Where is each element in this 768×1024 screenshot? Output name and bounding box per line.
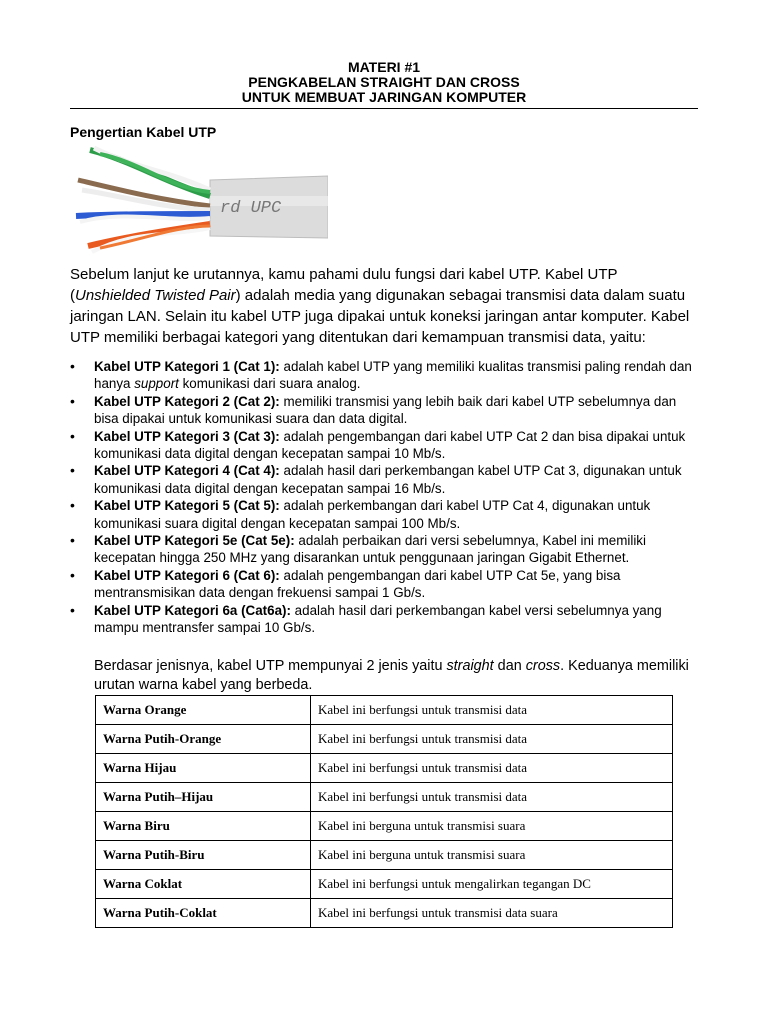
list-item: • Kabel UTP Kategori 5 (Cat 5): adalah perkembangan dari kabel UTP Cat 4, digunakan untuk komunikasi suara digital dengan kecepatan sampai 100 Mb/s. [70,497,651,531]
color-cell: Warna Putih-Coklat [96,899,311,928]
bullet-icon: • [70,566,75,583]
list-item: • Kabel UTP Kategori 1 (Cat 1): adalah kabel UTP yang memiliki kualitas transmisi paling rendah dan hanya support komunikasi dari suara analog. [70,358,692,392]
list-item: • Kabel UTP Kategori 6a (Cat6a): adalah hasil dari perkembangan kabel versi sebelumnya yang mampu mentransfer sampai 10 Gb/s. [70,601,662,636]
bullet-icon: • [70,358,75,374]
cable-type-paragraph: Berdasar jenisnya, kabel UTP mempunyai 2 jenis yaitu straight dan cross. Keduanya memiliki urutan warna kabel yang berbeda. [94,658,689,693]
color-cell: Warna Orange [96,696,311,725]
color-cell: Warna Putih–Hijau [96,783,311,812]
function-cell: Kabel ini berguna untuk transmisi suara [311,812,673,841]
cable-print-text: rd UPC [220,199,282,218]
section-title: Pengertian Kabel UTP [70,124,217,140]
bullet-icon: • [70,462,75,479]
table-row [96,783,673,812]
color-cell: Warna Biru [96,812,311,841]
list-item: • Kabel UTP Kategori 2 (Cat 2): memiliki transmisi yang lebih baik dari kabel UTP sebelumnya dan bisa dipakai untuk komunikasi suara dan data digital. [70,392,677,427]
wire-color-table [95,695,673,928]
header-title: PENGKABELAN STRAIGHT DAN CROSS [248,74,520,90]
table-row [96,725,673,754]
function-cell: Kabel ini berfungsi untuk transmisi data suara [311,899,673,928]
table-row [96,696,673,725]
list-item: • Kabel UTP Kategori 3 (Cat 3): adalah pengembangan dari kabel UTP Cat 2 dan bisa dipakai untuk komunikasi data digital dengan kecepatan sampai 10 Mb/s. [70,427,686,462]
function-cell: Kabel ini berfungsi untuk transmisi data [311,754,673,783]
header-subtitle: UNTUK MEMBUAT JARINGAN KOMPUTER [241,89,527,105]
table-row [96,841,673,870]
function-cell: Kabel ini berfungsi untuk mengalirkan tegangan DC [311,870,673,899]
bullet-icon: • [70,427,75,444]
header-divider [70,108,698,109]
intro-paragraph: Sebelum lanjut ke urutannya, kamu pahami dulu fungsi dari kabel UTP. Kabel UTP (Unshielded Twisted Pair) adalah media yang digunakan sebagai transmisi data dalam suatu jaringan LAN. Selain itu kabel UTP juga dipakai untuk koneksi jaringan antar komputer. Kabel UTP memiliki berbagai kategori yang ditentukan dari kemampuan transmisi data, yaitu: [70,266,690,346]
list-item: • Kabel UTP Kategori 5e (Cat 5e): adalah perbaikan dari versi sebelumnya, Kabel ini memiliki kecepatan hingga 250 MHz yang disarankan untuk penggunaan jaringan Gigabit Ethernet. [70,532,646,566]
table-row [96,754,673,783]
table-row [96,899,673,928]
bullet-icon: • [70,497,75,514]
header-materi: MATERI #1 [347,59,421,75]
bullet-icon: • [70,532,75,549]
bullet-icon: • [70,601,75,618]
utp-category-list [70,358,698,637]
list-item: • Kabel UTP Kategori 4 (Cat 4): adalah hasil dari perkembangan kabel UTP Cat 3, digunakan untuk komunikasi data digital dengan kecepatan sampai 16 Mb/s. [70,462,682,496]
function-cell: Kabel ini berfungsi untuk transmisi data [311,725,673,754]
function-cell: Kabel ini berguna untuk transmisi suara [311,841,673,870]
color-cell: Warna Putih-Biru [96,841,311,870]
color-cell: Warna Coklat [96,870,311,899]
color-cell: Warna Putih-Orange [96,725,311,754]
document-header [70,60,698,105]
function-cell: Kabel ini berfungsi untuk transmisi data [311,783,673,812]
table-row [96,812,673,841]
utp-cable-image [70,140,328,262]
function-cell: Kabel ini berfungsi untuk transmisi data [311,696,673,725]
color-cell: Warna Hijau [96,754,311,783]
list-item: • Kabel UTP Kategori 6 (Cat 6): adalah pengembangan dari kabel UTP Cat 5e, yang bisa mentransmisikan data dengan frekuensi sampai 1 Gb/s. [70,566,621,601]
table-row [96,870,673,899]
bullet-icon: • [70,392,75,409]
